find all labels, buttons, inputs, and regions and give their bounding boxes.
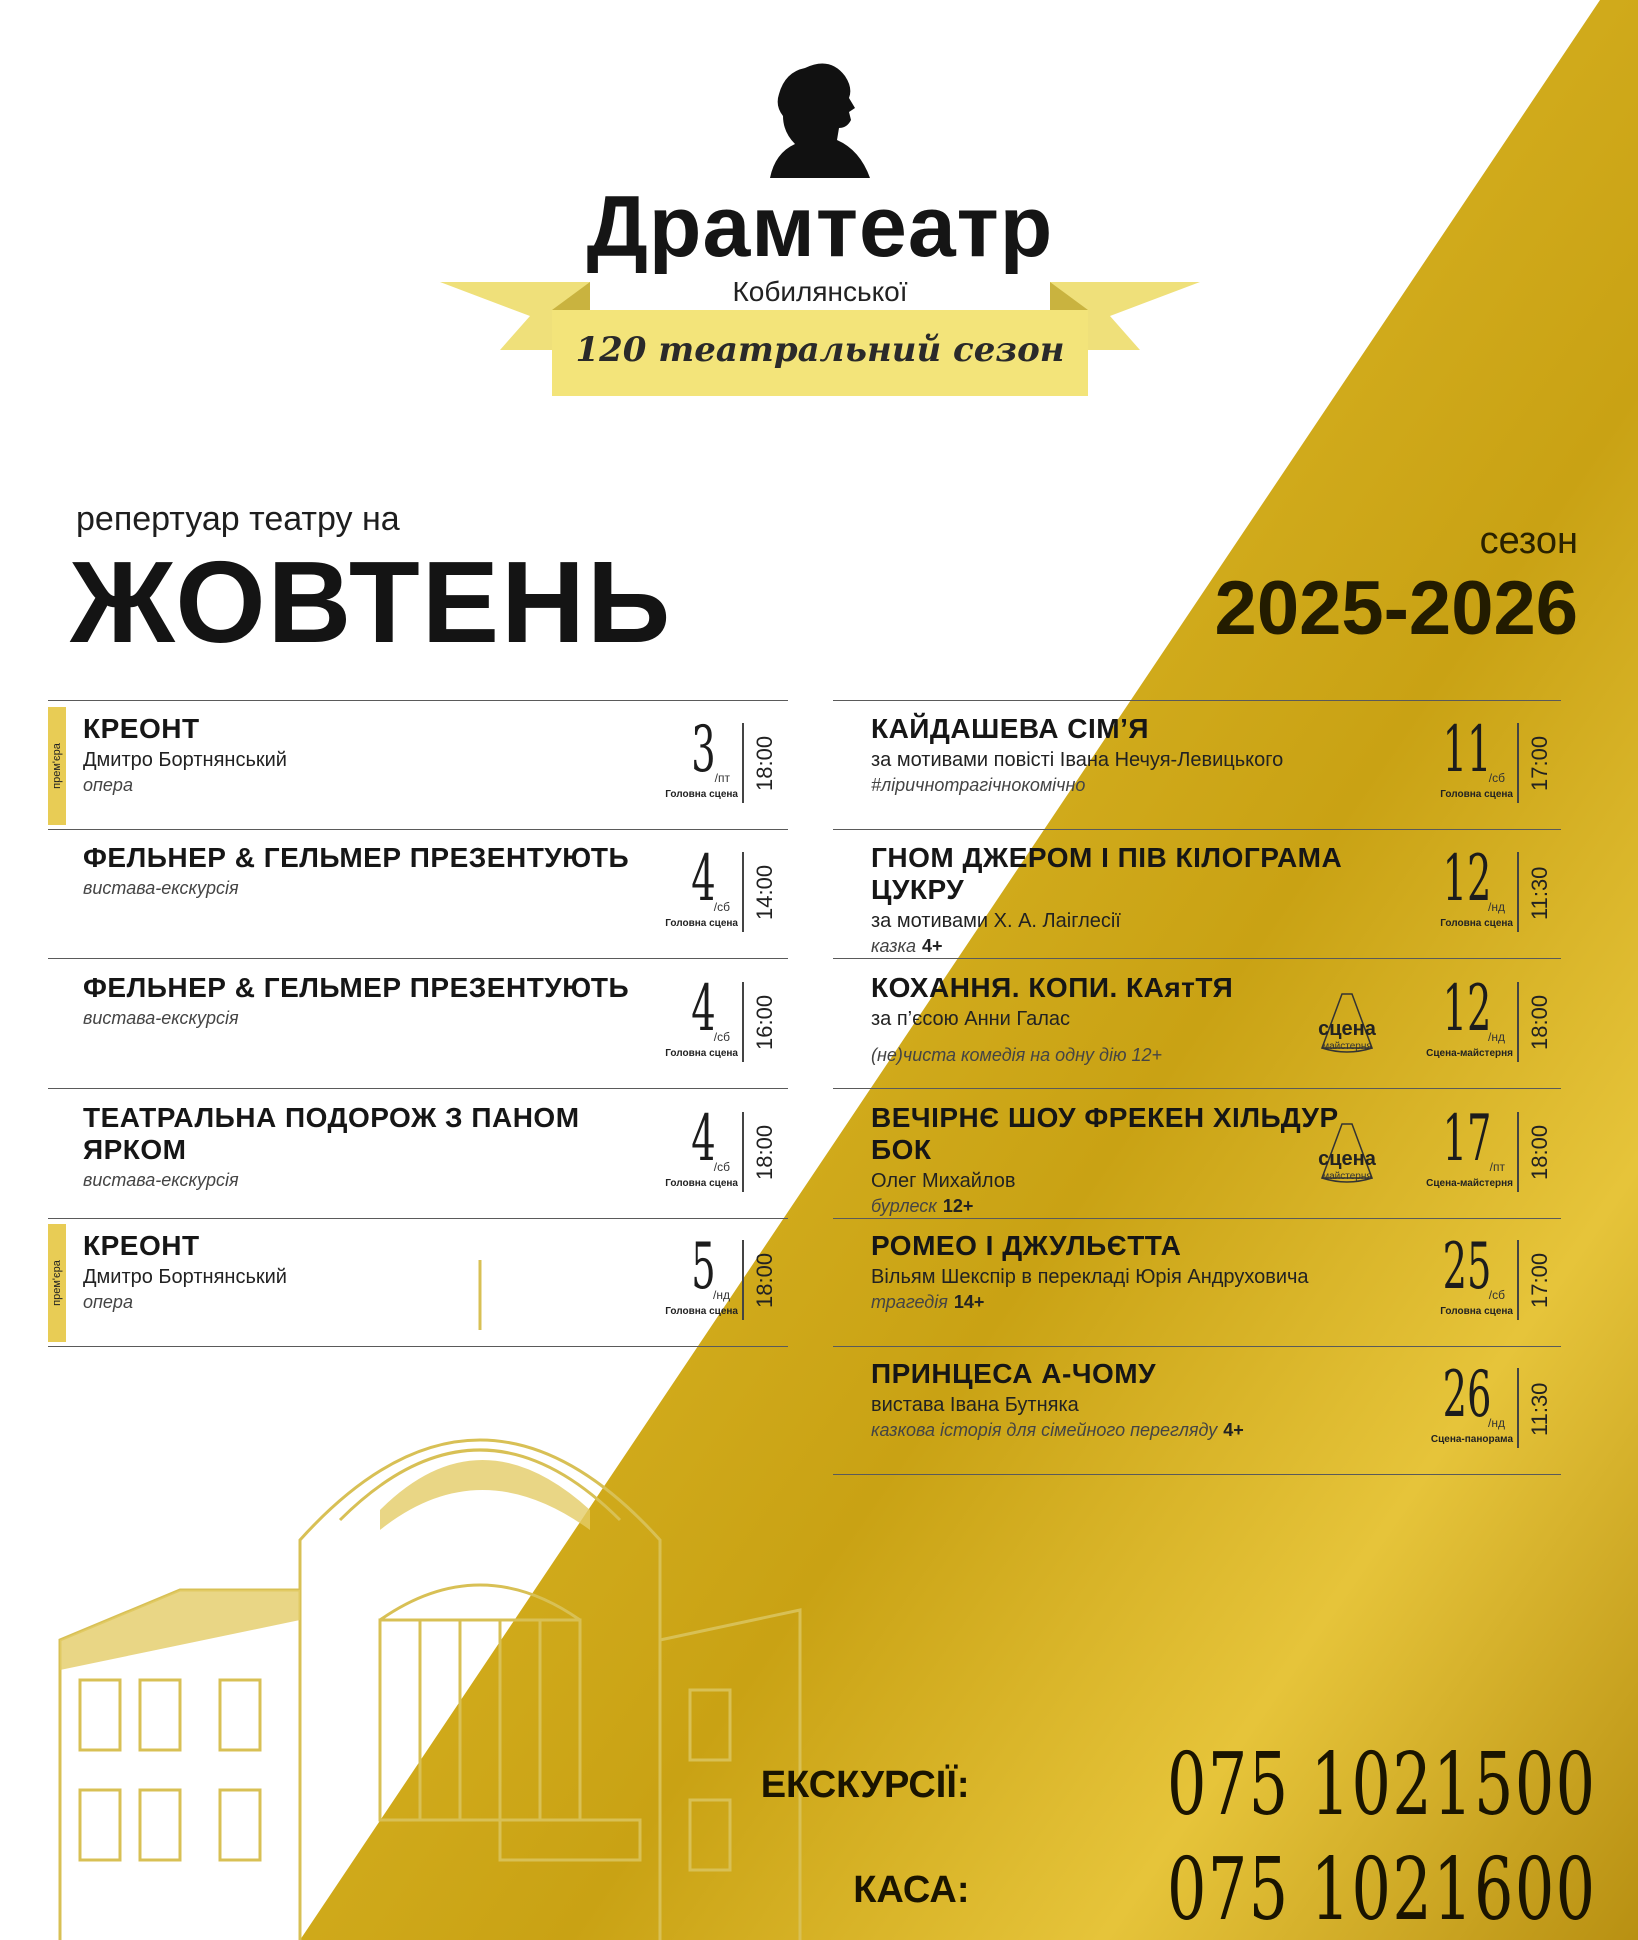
event-time: 18:00: [752, 1124, 777, 1180]
event-time: 17:00: [1527, 1252, 1552, 1308]
event-title: КАЙДАШЕВА СІМ’Я: [871, 713, 1149, 744]
event-time: 18:00: [1527, 994, 1552, 1050]
event-genre: казкова історія для сімейного перегляду 4+: [871, 1420, 1244, 1440]
event-genre: вистава-екскурсія: [83, 1008, 239, 1028]
event-subtitle: Дмитро Бортнянський: [83, 749, 287, 771]
event-row: [48, 1090, 788, 1219]
event-subtitle: за мотивами Х. А. Лаіглесії: [871, 910, 1121, 932]
event-date: [1423, 1230, 1553, 1326]
event-time: 16:00: [752, 994, 777, 1050]
box-office-phone: [853, 1840, 1596, 1940]
event-weekday: /нд: [1488, 1030, 1505, 1044]
event-day: 25: [1442, 1230, 1491, 1304]
event-subtitle: за п’єсою Анни Галас: [871, 1008, 1071, 1030]
event-row: [48, 830, 788, 959]
event-subtitle: вистава Івана Бутняка: [871, 1394, 1079, 1416]
event-title: КОХАННЯ. КОПИ. КАятТЯ: [871, 972, 1234, 1003]
event-time: 11:30: [1527, 866, 1552, 920]
phone-label: ЕКСКУРСІЇ:: [760, 1763, 970, 1806]
event-genre: опера: [83, 775, 133, 795]
event-genre: бурлеск 12+: [871, 1196, 974, 1216]
event-stage: Головна сцена: [1440, 1306, 1513, 1317]
event-weekday: /пт: [1489, 1160, 1505, 1174]
premiere-tag: прем'єра: [48, 707, 66, 825]
event-genre: (не)чиста комедія на одну дію 12+: [871, 1045, 1163, 1065]
event-title: КРЕОНТ: [83, 713, 200, 744]
event-stage: Сцена-панорама: [1430, 1434, 1513, 1445]
event-time: 18:00: [752, 1252, 777, 1308]
event-day: 5: [691, 1230, 716, 1304]
event-date: [648, 1230, 778, 1326]
month-title: ЖОВТЕНЬ: [70, 537, 673, 667]
event-subtitle: Дмитро Бортнянський: [83, 1266, 287, 1288]
event-row: [833, 1218, 1561, 1347]
event-row: [48, 960, 788, 1089]
event-weekday: /пт: [714, 771, 730, 785]
event-genre: #ліричнотрагічнокомічно: [871, 775, 1086, 795]
event-title: ТЕАТРАЛЬНА ПОДОРОЖ З ПАНОМ ЯРКОМ: [83, 1102, 580, 1165]
event-title: ФЕЛЬНЕР & ГЕЛЬМЕР ПРЕЗЕНТУЮТЬ: [83, 972, 630, 1003]
event-date: [648, 972, 778, 1068]
event-date: [1423, 713, 1553, 809]
event-title: КРЕОНТ: [83, 1230, 200, 1261]
event-date: [648, 713, 778, 809]
event-title: ФЕЛЬНЕР & ГЕЛЬМЕР ПРЕЗЕНТУЮТЬ: [83, 842, 630, 873]
event-genre: трагедія 14+: [871, 1292, 985, 1312]
event-time: 11:30: [1527, 1382, 1552, 1436]
event-date: [648, 1102, 778, 1198]
event-time: 14:00: [752, 864, 777, 920]
event-stage: Головна сцена: [665, 1306, 738, 1317]
event-stage: Сцена-майстерня: [1426, 1178, 1513, 1189]
phone-label: КАСА:: [853, 1868, 970, 1911]
event-day: 17: [1442, 1102, 1491, 1176]
logo-title: Драмтеатр: [586, 179, 1054, 275]
event-date: [1423, 842, 1553, 938]
event-date: [1423, 1358, 1553, 1454]
event-time: 18:00: [752, 735, 777, 791]
event-day: 12: [1442, 842, 1491, 916]
logo-subtitle: Кобилянської: [732, 276, 908, 307]
phone-number[interactable]: 075 1021600: [1166, 1840, 1596, 1940]
event-weekday: /нд: [1488, 900, 1505, 914]
event-title: ГНОМ ДЖЕРОМ І ПІВ КІЛОГРАМА ЦУКРУ: [871, 842, 1343, 905]
event-genre: вистава-екскурсія: [83, 1170, 239, 1190]
event-stage: Головна сцена: [1440, 918, 1513, 929]
age-rating: 4+: [1223, 1420, 1244, 1440]
event-day: 11: [1442, 713, 1491, 787]
event-stage: Головна сцена: [665, 1178, 738, 1189]
age-rating: 4+: [922, 936, 943, 956]
event-day: 4: [691, 972, 716, 1046]
event-stage: Головна сцена: [665, 1048, 738, 1059]
event-row: [833, 830, 1561, 959]
event-genre: опера: [83, 1292, 133, 1312]
stage-workshop-logo: сцена майстерня: [1303, 988, 1391, 1058]
premiere-tag: прем'єра: [48, 1224, 66, 1342]
event-stage: Головна сцена: [665, 918, 738, 929]
event-weekday: /сб: [713, 1030, 730, 1044]
event-weekday: /сб: [1488, 771, 1505, 785]
season-label: сезон: [1479, 520, 1578, 562]
event-row: [833, 700, 1561, 830]
stage-workshop-logo: сцена майстерня: [1303, 1118, 1391, 1188]
event-row: [833, 960, 1561, 1089]
event-subtitle: Вільям Шекспір в перекладі Юрія Андруховича: [871, 1266, 1309, 1288]
event-genre: казка 4+: [871, 936, 943, 956]
repertoire-label: репертуар театру на: [76, 500, 400, 538]
event-stage: Головна сцена: [1440, 789, 1513, 800]
event-title: РОМЕО І ДЖУЛЬЄТТА: [871, 1230, 1182, 1261]
event-day: 4: [691, 842, 716, 916]
event-time: 18:00: [1527, 1124, 1552, 1180]
event-title: ВЕЧІРНЄ ШОУ ФРЕКЕН ХІЛЬДУР БОК: [871, 1102, 1339, 1165]
event-weekday: /нд: [713, 1288, 730, 1302]
season-ribbon-text: 120 театральний сезон: [575, 330, 1065, 370]
event-day: 26: [1442, 1358, 1491, 1432]
season-years: 2025-2026: [1214, 566, 1578, 651]
event-day: 3: [691, 713, 716, 787]
event-row: [833, 1090, 1561, 1219]
event-day: 12: [1442, 972, 1491, 1046]
age-rating: 12+: [942, 1196, 974, 1216]
event-title: ПРИНЦЕСА А-ЧОМУ: [871, 1358, 1157, 1389]
event-time: 17:00: [1527, 735, 1552, 791]
event-subtitle: Олег Михайлов: [871, 1170, 1016, 1192]
event-weekday: /сб: [713, 1160, 730, 1174]
event-weekday: /сб: [713, 900, 730, 914]
event-date: [1423, 972, 1553, 1068]
age-rating: 14+: [953, 1292, 985, 1312]
event-row: [48, 1218, 788, 1347]
event-weekday: /нд: [1488, 1416, 1505, 1430]
event-date: [1423, 1102, 1553, 1198]
event-row: [833, 1346, 1561, 1475]
event-day: 4: [691, 1102, 716, 1176]
event-weekday: /сб: [1488, 1288, 1505, 1302]
excursions-phone: [761, 1735, 1596, 1835]
phone-number[interactable]: 075 1021500: [1166, 1735, 1596, 1835]
event-stage: Головна сцена: [665, 789, 738, 800]
event-subtitle: за мотивами повісті Івана Нечуя-Левицького: [871, 749, 1284, 771]
portrait-silhouette-icon: [765, 58, 875, 178]
event-genre: вистава-екскурсія: [83, 878, 239, 898]
event-date: [648, 842, 778, 938]
event-stage: Сцена-майстерня: [1426, 1048, 1513, 1059]
event-row: [48, 700, 788, 830]
